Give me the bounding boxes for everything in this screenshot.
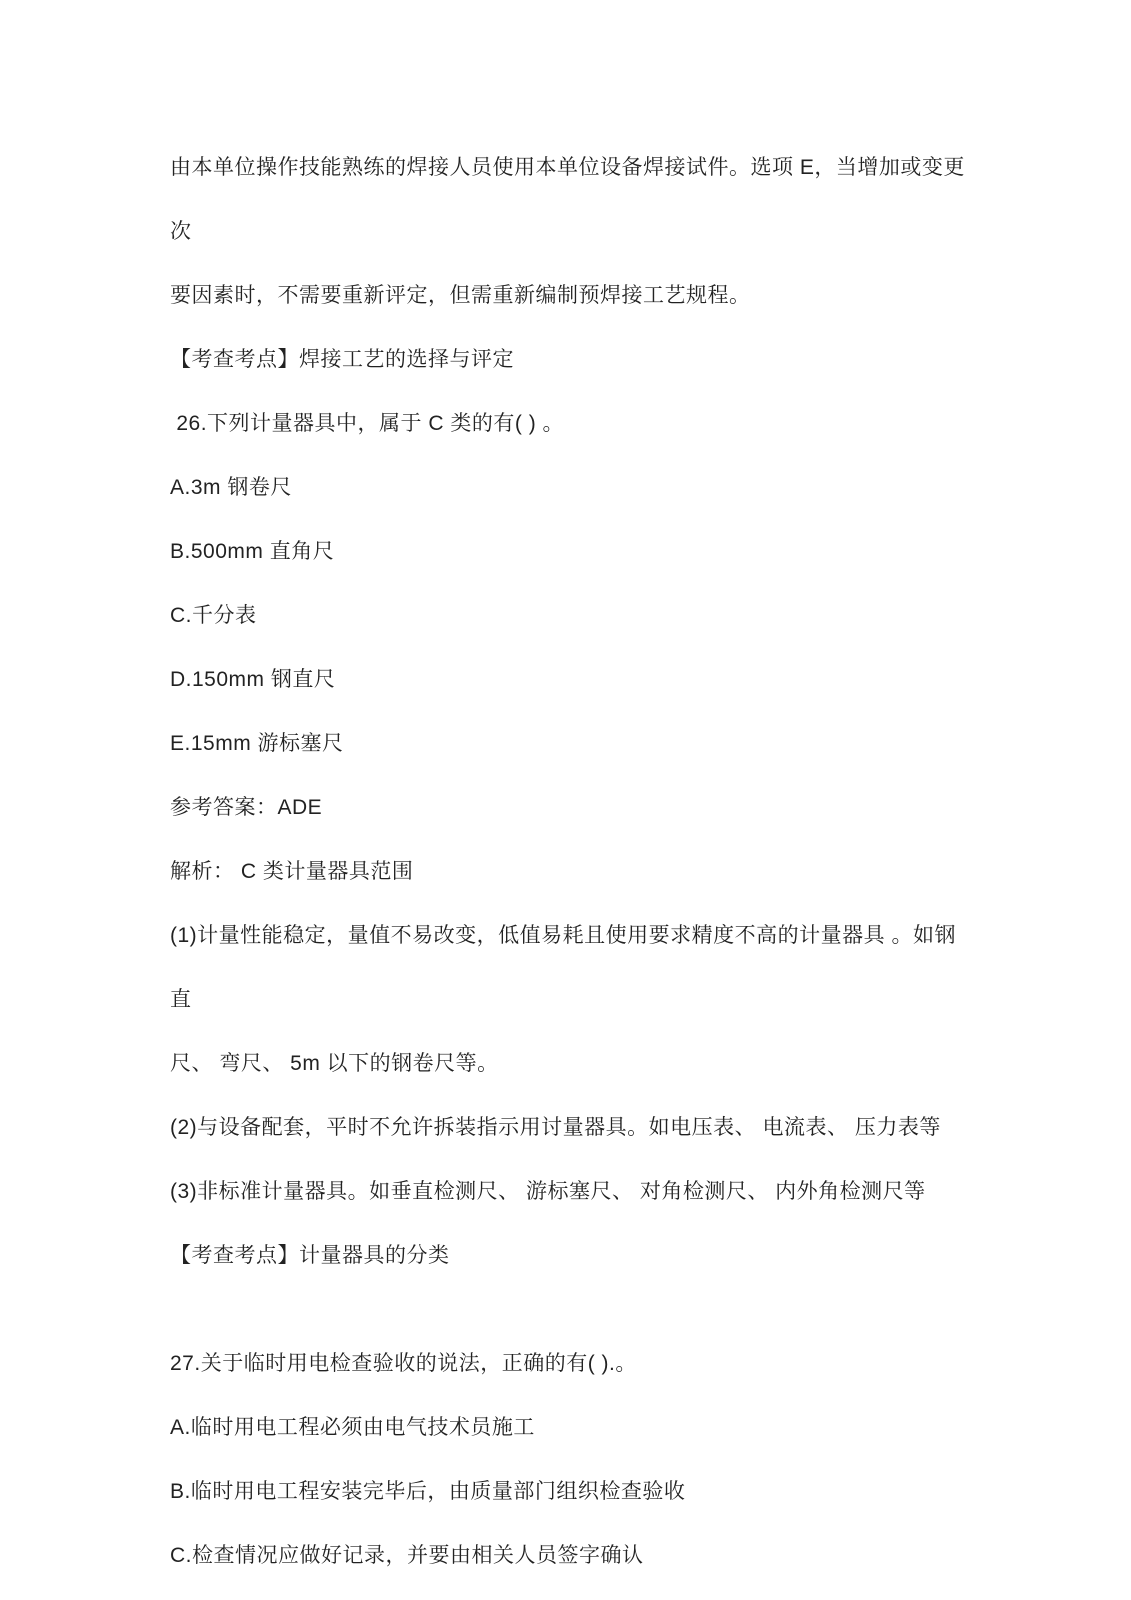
q26-option-d: D.150mm 钢直尺 bbox=[170, 668, 336, 691]
q26-option-a: A.3m 钢卷尺 bbox=[170, 476, 292, 499]
q26-exam-point: 【考查考点】计量器具的分类 bbox=[170, 1244, 450, 1267]
q26-analysis-item2: (2)与设备配套，平时不允许拆装指示用讨量器具。如电压表、 电流表、 压力表等 bbox=[170, 1116, 941, 1139]
q26-analysis-item3: (3)非标准计量器具。如垂直检测尺、 游标塞尺、 对角检测尺、 内外角检测尺等 bbox=[170, 1180, 926, 1203]
q26-analysis-item1-line-1: (1)计量性能稳定，量值不易改变，低值易耗且使用要求精度不高的计量器具 。如钢直 bbox=[170, 924, 956, 1011]
q26-option-e: E.15mm 游标塞尺 bbox=[170, 732, 344, 755]
q26-option-b: B.500mm 直角尺 bbox=[170, 540, 335, 563]
q26-analysis-item1-line-2: 尺、 弯尺、 5m 以下的钢卷尺等。 bbox=[170, 1052, 499, 1075]
section-gap bbox=[170, 1288, 965, 1332]
q25-analysis-line-2: 要因素时，不需要重新评定，但需重新编制预焊接工艺规程。 bbox=[170, 284, 751, 307]
q26-reference-answer: 参考答案：ADE bbox=[170, 796, 323, 819]
question-27-stem: 27.关于临时用电检查验收的说法，正确的有( ).。 bbox=[170, 1352, 637, 1375]
q27-option-a: A.临时用电工程必须由电气技术员施工 bbox=[170, 1416, 535, 1439]
q27-option-c: C.检查情况应做好记录，并要由相关人员签字确认 bbox=[170, 1544, 644, 1567]
q25-analysis-line-1: 由本单位操作技能熟练的焊接人员使用本单位设备焊接试件。选项 E，当增加或变更次 bbox=[170, 156, 965, 243]
q26-analysis-heading: 解析： C 类计量器具范围 bbox=[170, 860, 414, 883]
q27-option-b: B.临时用电工程安装完毕后，由质量部门组织检查验收 bbox=[170, 1480, 686, 1503]
document-content bbox=[170, 136, 965, 1588]
question-26-stem: 26.下列计量器具中，属于 C 类的有( ) 。 bbox=[170, 412, 565, 435]
q25-exam-point: 【考查考点】焊接工艺的选择与评定 bbox=[170, 348, 514, 371]
q26-option-c: C.千分表 bbox=[170, 604, 257, 627]
